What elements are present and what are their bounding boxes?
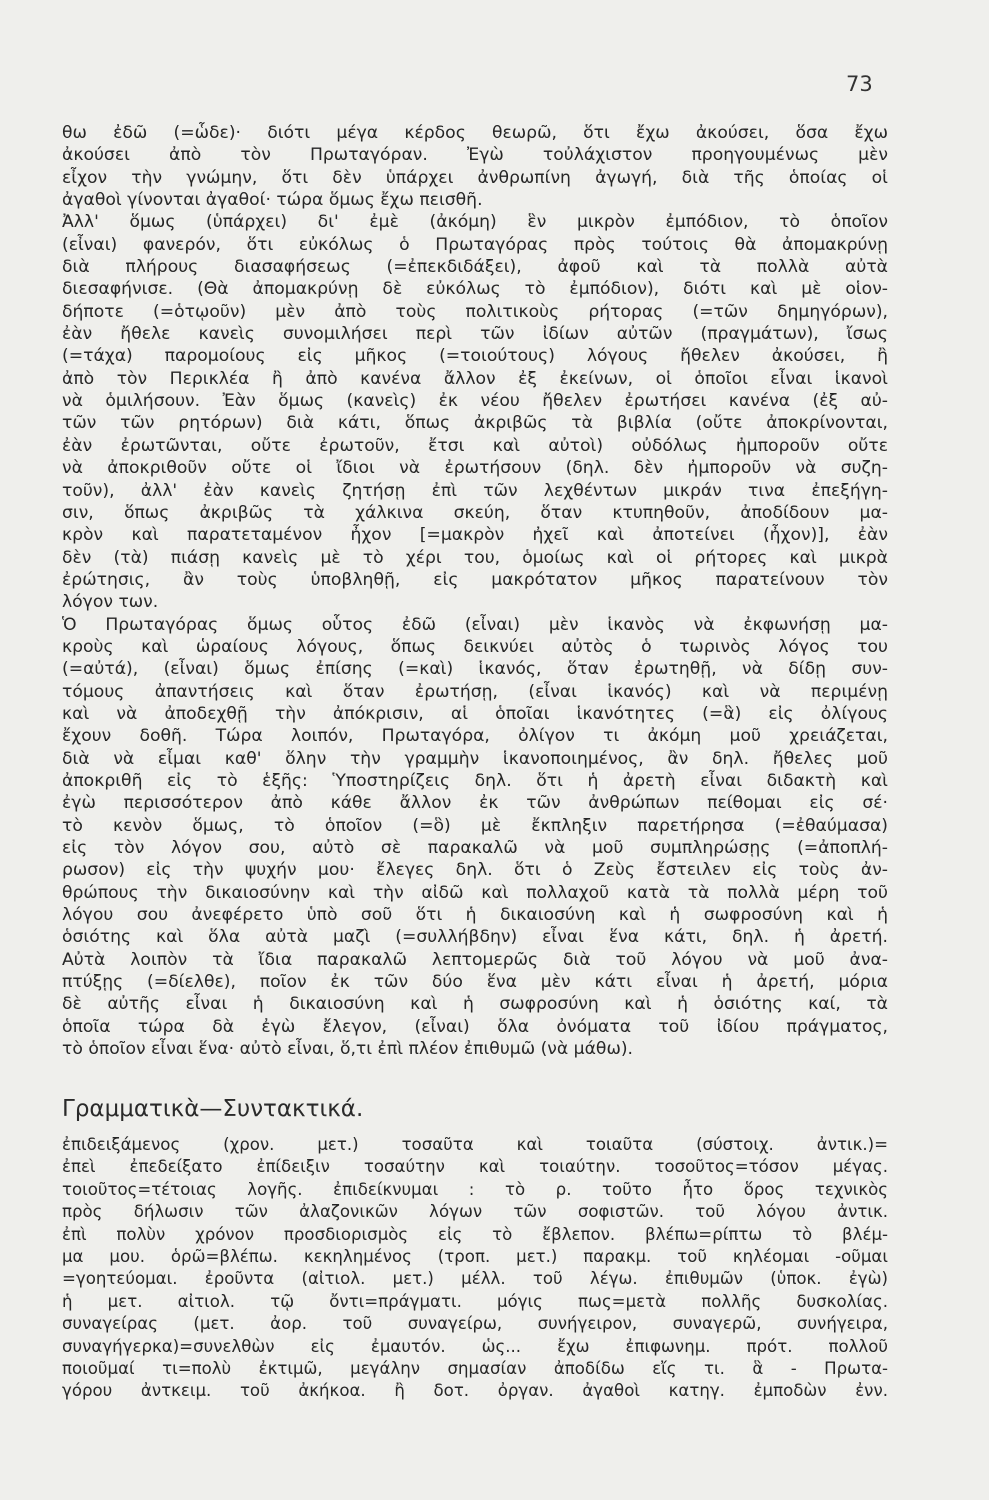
text-line: διὰ πλήρους διασαφήσεως (=ἐπεκδιδάξει), ἀφοῦ καὶ τὰ πολλὰ αὐτὰ <box>62 257 888 278</box>
text-line: νὰ ὁμιλήσουν. Ἐὰν ὅμως (κανεὶς) ἐκ νέου ἤθελεν ἐρωτήσει κανένα (ἐξ αὐ- <box>62 391 888 412</box>
text-line: συναγήγερκα)=συνελθὼν εἰς ἐμαυτόν. ὡς... ἔχω ἐπιφωνημ. πρότ. πολλοῦ <box>62 1336 888 1356</box>
text-line: κρὸν καὶ παρατεταμένον ἦχον [=μακρὸν ἠχεῖ καὶ ἀποτείνει (ἦχον)], ἐὰν <box>62 525 888 546</box>
translation-text <box>62 122 888 1060</box>
text-line: δήποτε (=ὁτῳοῦν) μὲν ἀπὸ τοὺς πολιτικοὺς ρήτορας (=τῶν δημηγόρων), <box>62 301 888 322</box>
text-line: ἀπὸ τὸν Περικλέα ἢ ἀπὸ κανένα ἄλλον ἐξ ἐκείνων, οἱ ὁποῖοι εἶναι ἱκανοὶ <box>62 368 888 389</box>
text-line: ἐρώτησις, ἂν τοὺς ὑποβληθῇ, εἰς μακρότατον μῆκος παρατείνουν τὸν <box>62 569 888 590</box>
text-line: τοιοῦτος=τέτοιας λογῆς. ἐπιδείκνυμαι : τὸ ρ. τοῦτο ἦτο ὅρος τεχνικὸς <box>62 1179 888 1199</box>
text-line: ἡ μετ. αἰτιολ. τῷ ὄντι=πράγματι. μόγις πως=μετὰ πολλῆς δυσκολίας. <box>62 1291 888 1311</box>
text-line: εἰς τὸν λόγον σου, αὐτὸ σὲ παρακαλῶ νὰ μοῦ συμπληρώσῃς (=ἀποπλή- <box>62 838 888 858</box>
page-number: 73 <box>846 72 873 96</box>
text-line: ἐπεὶ ἐπεδείξατο ἐπίδειξιν τοσαύτην καὶ τοιαύτην. τοσοῦτος=τόσον μέγας. <box>62 1157 888 1177</box>
text-line: Ὁ Πρωταγόρας ὅμως οὗτος ἐδῶ (εἶναι) μὲν ἱκανὸς νὰ ἐκφωνήσῃ μα- <box>62 614 888 635</box>
text-line: εἶχον τὴν γνώμην, ὅτι δὲν ὑπάρχει ἀνθρωπίνη ἀγωγή, διὰ τῆς ὁποίας οἱ <box>62 167 888 188</box>
section-title: Γραμματικὰ—Συντακτικά. <box>62 1096 364 1122</box>
text-line: συναγείρας (μετ. ἀορ. τοῦ συναγείρω, συνήγειρον, συναγερῶ, συνήγειρα, <box>62 1314 888 1334</box>
text-line: ἐγὼ περισσότερον ἀπὸ κάθε ἄλλον ἐκ τῶν ἀνθρώπων πείθομαι εἰς σέ· <box>62 793 888 814</box>
grammar-notes <box>62 1134 888 1403</box>
text-line: διὰ νὰ εἶμαι καθ' ὅλην τὴν γραμμὴν ἱκανοποιημένος, ἂν δηλ. ἤθελες μοῦ <box>62 748 888 769</box>
text-line: ρωσον) εἰς τὴν ψυχήν μου· ἔλεγες δηλ. ὅτι ὁ Ζεὺς ἔστειλεν εἰς τοὺς ἀν- <box>62 860 888 881</box>
text-line: ἐπιδειξάμενος (χρον. μετ.) τοσαῦτα καὶ τοιαῦτα (σύστοιχ. ἀντικ.)= <box>62 1135 888 1154</box>
text-line: πτύξῃς (=δίελθε), ποῖον ἐκ τῶν δύο ἕνα μὲν κάτι εἶναι ἡ ἀρετή, μόρια <box>62 972 888 993</box>
text-line: λόγον των. <box>62 592 159 613</box>
text-line: (εἶναι) φανερόν, ὅτι εὐκόλως ὁ Πρωταγόρας πρὸς τούτοις θὰ ἀπομακρύνῃ <box>62 234 888 255</box>
text-line: δὲ αὐτῆς εἶναι ἡ δικαιοσύνη καὶ ἡ σωφροσύνη καὶ ἡ ὁσιότης καί, τὰ <box>62 994 888 1015</box>
text-line: (=αὐτά), (εἶναι) ὅμως ἐπίσης (=καὶ) ἱκανός, ὅταν ἐρωτηθῇ, νὰ δίδῃ συν- <box>62 659 888 680</box>
text-line: ἐὰν ἤθελε κανεὶς συνομιλήσει περὶ τῶν ἰδίων αὐτῶν (πραγμάτων), ἴσως <box>62 324 888 345</box>
text-line: ἐπὶ πολὺν χρόνον προσδιορισμὸς εἰς τὸ ἔβλεπον. βλέπω=ρίπτω τὸ βλέμ- <box>62 1224 888 1244</box>
text-line: ἀγαθοὶ γίνονται ἀγαθοί· τώρα ὅμως ἔχω πεισθῆ. <box>62 190 483 211</box>
text-line: τὸ κενὸν ὅμως, τὸ ὁποῖον (=ὃ) μὲ ἔκπληξιν παρετήρησα (=ἐθαύμασα) <box>62 815 888 836</box>
text-line: τόμους ἀπαντήσεις καὶ ὅταν ἐρωτήσῃ, (εἶναι ἱκανός) καὶ νὰ περιμένῃ <box>62 681 888 702</box>
text-line: ποιοῦμαί τι=πολὺ ἐκτιμῶ, μεγάλην σημασίαν ἀποδίδω εἴς τι. ἃ - Πρωτα- <box>62 1358 888 1378</box>
text-line: =γοητεύομαι. ἐροῦντα (αἰτιολ. μετ.) μέλλ. τοῦ λέγω. ἐπιθυμῶν (ὑποκ. ἐγὼ) <box>62 1269 888 1289</box>
text-line: διεσαφήνισε. (Θὰ ἀπομακρύνῃ δὲ εὐκόλως τὸ ἐμπόδιον), διότι καὶ μὲ οἱον- <box>62 279 888 300</box>
text-line: ἀκούσει ἀπὸ τὸν Πρωταγόραν. Ἐγὼ τοὐλάχιστον προηγουμένως μὲν <box>62 145 888 166</box>
text-line: ἔχουν δοθῆ. Τώρα λοιπόν, Πρωταγόρα, ὀλίγον τι ἀκόμη μοῦ χρειάζεται, <box>62 726 888 747</box>
text-line: Ἀλλ' ὅμως (ὑπάρχει) δι' ἐμὲ (ἀκόμη) ἓν μικρὸν ἐμπόδιον, τὸ ὁποῖον <box>62 212 888 233</box>
text-line: μα μου. ὁρῶ=βλέπω. κεκηλημένος (τροπ. μετ.) παρακμ. τοῦ κηλέομαι -οῦμαι <box>62 1246 888 1266</box>
text-line: καὶ νὰ ἀποδεχθῇ τὴν ἀπόκρισιν, αἱ ὁποῖαι ἱκανότητες (=ἃ) εἰς ὀλίγους <box>62 703 888 724</box>
text-line: δὲν (τὰ) πιάσῃ κανεὶς μὲ τὸ χέρι του, ὁμοίως καὶ οἱ ρήτορες καὶ μικρὰ <box>62 547 888 568</box>
text-line: ἀποκριθῆ εἰς τὸ ἑξῆς: Ὑποστηρίζεις δηλ. ὅτι ἡ ἀρετὴ εἶναι διδακτὴ καὶ <box>62 770 888 791</box>
text-line: γόρου ἀντκειμ. τοῦ ἀκήκοα. ἢ δοτ. ὀργαν. ἀγαθοὶ κατηγ. ἐμποδὼν ἐνν. <box>62 1381 888 1401</box>
text-line: κροὺς καὶ ὡραίους λόγους, ὅπως δεικνύει αὐτὸς ὁ τωρινὸς λόγος του <box>62 636 888 657</box>
text-line: σιν, ὅπως ἀκριβῶς τὰ χάλκινα σκεύη, ὅταν κτυπηθοῦν, ἀποδίδουν μα- <box>62 502 888 523</box>
text-line: ὁποῖα τώρα δὰ ἐγὼ ἔλεγον, (εἶναι) ὅλα ὀνόματα τοῦ ἰδίου πράγματος, <box>62 1016 888 1037</box>
text-line: τὸ ὁποῖον εἶναι ἕνα· αὐτὸ εἶναι, ὅ,τι ἐπὶ πλέον ἐπιθυμῶ (νὰ μάθω). <box>62 1039 634 1060</box>
text-line: θρώπους τὴν δικαιοσύνην καὶ τὴν αἰδῶ καὶ πολλαχοῦ κατὰ τὰ πολλὰ μέρη τοῦ <box>62 882 888 903</box>
text-line: (=τάχα) παρομοίους εἰς μῆκος (=τοιούτους) λόγους ἤθελεν ἀκούσει, ἢ <box>62 346 888 367</box>
text-line: λόγου σου ἀνεφέρετο ὑπὸ σοῦ ὅτι ἡ δικαιοσύνη καὶ ἡ σωφροσύνη καὶ ἡ <box>62 905 888 926</box>
text-line: πρὸς δήλωσιν τῶν ἀλαζονικῶν λόγων τῶν σοφιστῶν. τοῦ λόγου ἀντικ. <box>62 1202 888 1222</box>
text-line: τῶν τῶν ρητόρων) διὰ κάτι, ὅπως ἀκριβῶς τὰ βιβλία (οὔτε ἀποκρίνονται, <box>62 413 888 434</box>
text-line: Αὐτὰ λοιπὸν τὰ ἴδια παρακαλῶ λεπτομερῶς διὰ τοῦ λόγου νὰ μοῦ ἀνα- <box>62 949 888 970</box>
text-line: θω ἐδῶ (=ὧδε)· διότι μέγα κέρδος θεωρῶ, ὅτι ἔχω ἀκούσει, ὅσα ἔχω <box>62 123 888 143</box>
text-line: ἐὰν ἐρωτῶνται, οὔτε ἐρωτοῦν, ἔτσι καὶ αὐτοὶ) οὐδόλως ἠμποροῦν οὔτε <box>62 435 888 456</box>
text-line: τοῦν), ἀλλ' ἐὰν κανεὶς ζητήσῃ ἐπὶ τῶν λεχθέντων μικράν τινα ἐπεξήγη- <box>62 480 888 501</box>
text-line: ὁσιότης καὶ ὅλα αὐτὰ μαζὶ (=συλλήβδην) εἶναι ἕνα κάτι, δηλ. ἡ ἀρετή. <box>62 927 888 948</box>
text-line: νὰ ἀποκριθοῦν οὔτε οἱ ἴδιοι νὰ ἐρωτήσουν (δηλ. δὲν ἠμποροῦν νὰ συζη- <box>62 458 888 479</box>
